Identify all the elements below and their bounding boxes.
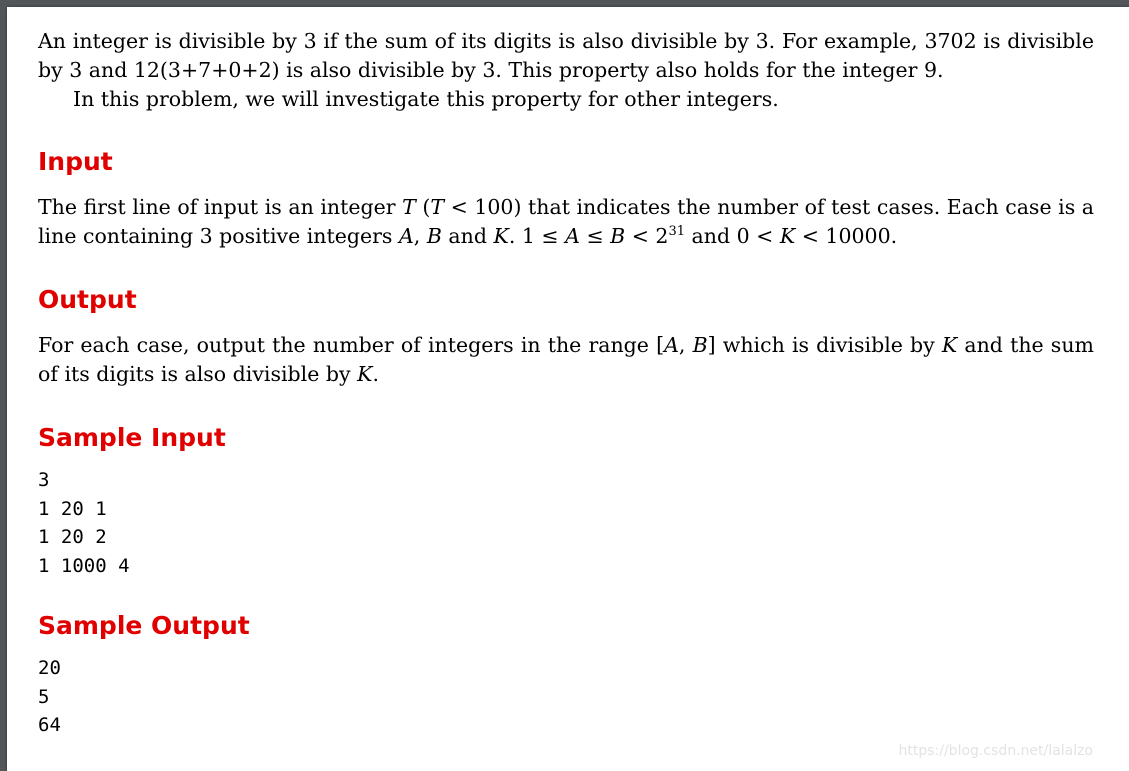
math-var: T: [430, 195, 445, 219]
sample-output-line: 64: [38, 714, 61, 736]
sample-input-block: [38, 466, 1094, 580]
text: < 100) that indicates the number of test cases. Each case is a line containing 3 positive integers: [38, 195, 1094, 248]
text: < 2: [625, 224, 669, 248]
output-heading: Output: [38, 285, 137, 314]
text: ] which is divisible by: [707, 333, 942, 357]
sample-input-line: 1 20 2: [38, 526, 107, 548]
document-page: [7, 7, 1129, 771]
math-var: K: [779, 224, 796, 248]
intro-paragraph-2: In this problem, we will investigate this property for other integers.: [73, 87, 779, 111]
problem-statement: [38, 27, 1094, 740]
output-description: [38, 331, 1094, 389]
text: The first line of input is an integer: [38, 195, 403, 219]
math-var: A: [565, 224, 580, 248]
text: For each case, output the number of integers in the range [: [38, 333, 665, 357]
text: ≤: [579, 224, 611, 248]
math-var: K: [357, 362, 373, 386]
sample-output-block: [38, 654, 1094, 740]
math-var: B: [426, 224, 442, 248]
sample-output-line: 5: [38, 685, 50, 708]
exponent: 31: [668, 224, 686, 240]
text: and the sum of its digits is also divisible by: [38, 333, 1094, 386]
text: ,: [678, 333, 693, 357]
sample-input-line: 3: [38, 469, 50, 491]
text: (: [415, 195, 431, 219]
math-var: K: [941, 333, 958, 357]
math-var: T: [402, 195, 416, 219]
sample-output-line: 20: [38, 657, 61, 679]
text: . 1 ≤: [508, 224, 566, 248]
math-var: A: [398, 224, 414, 248]
text: .: [372, 362, 379, 386]
input-description: [38, 193, 1094, 251]
input-heading: Input: [38, 147, 113, 176]
sample-input-line: 1 1000 4: [38, 554, 130, 577]
watermark: https://blog.csdn.net/lalalzo: [898, 743, 1093, 759]
intro-paragraph: An integer is divisible by 3 if the sum of its digits is also divisible by 3. For example, 3702 is divisible by 3 and 12(3+7+0+2) is also divisible by 3. This property also holds for the integer 9.: [38, 29, 1094, 82]
math-var: A: [664, 333, 679, 357]
text: and: [441, 224, 494, 248]
math-var: K: [493, 224, 509, 248]
sample-input-heading: Sample Input: [38, 423, 226, 452]
sample-input-line: 1 20 1: [38, 497, 107, 520]
text: ,: [413, 224, 427, 248]
text: < 10000.: [795, 224, 898, 248]
math-var: B: [610, 224, 626, 248]
math-var: B: [692, 333, 708, 357]
text: and 0 <: [685, 224, 780, 248]
sample-output-heading: Sample Output: [38, 611, 250, 640]
